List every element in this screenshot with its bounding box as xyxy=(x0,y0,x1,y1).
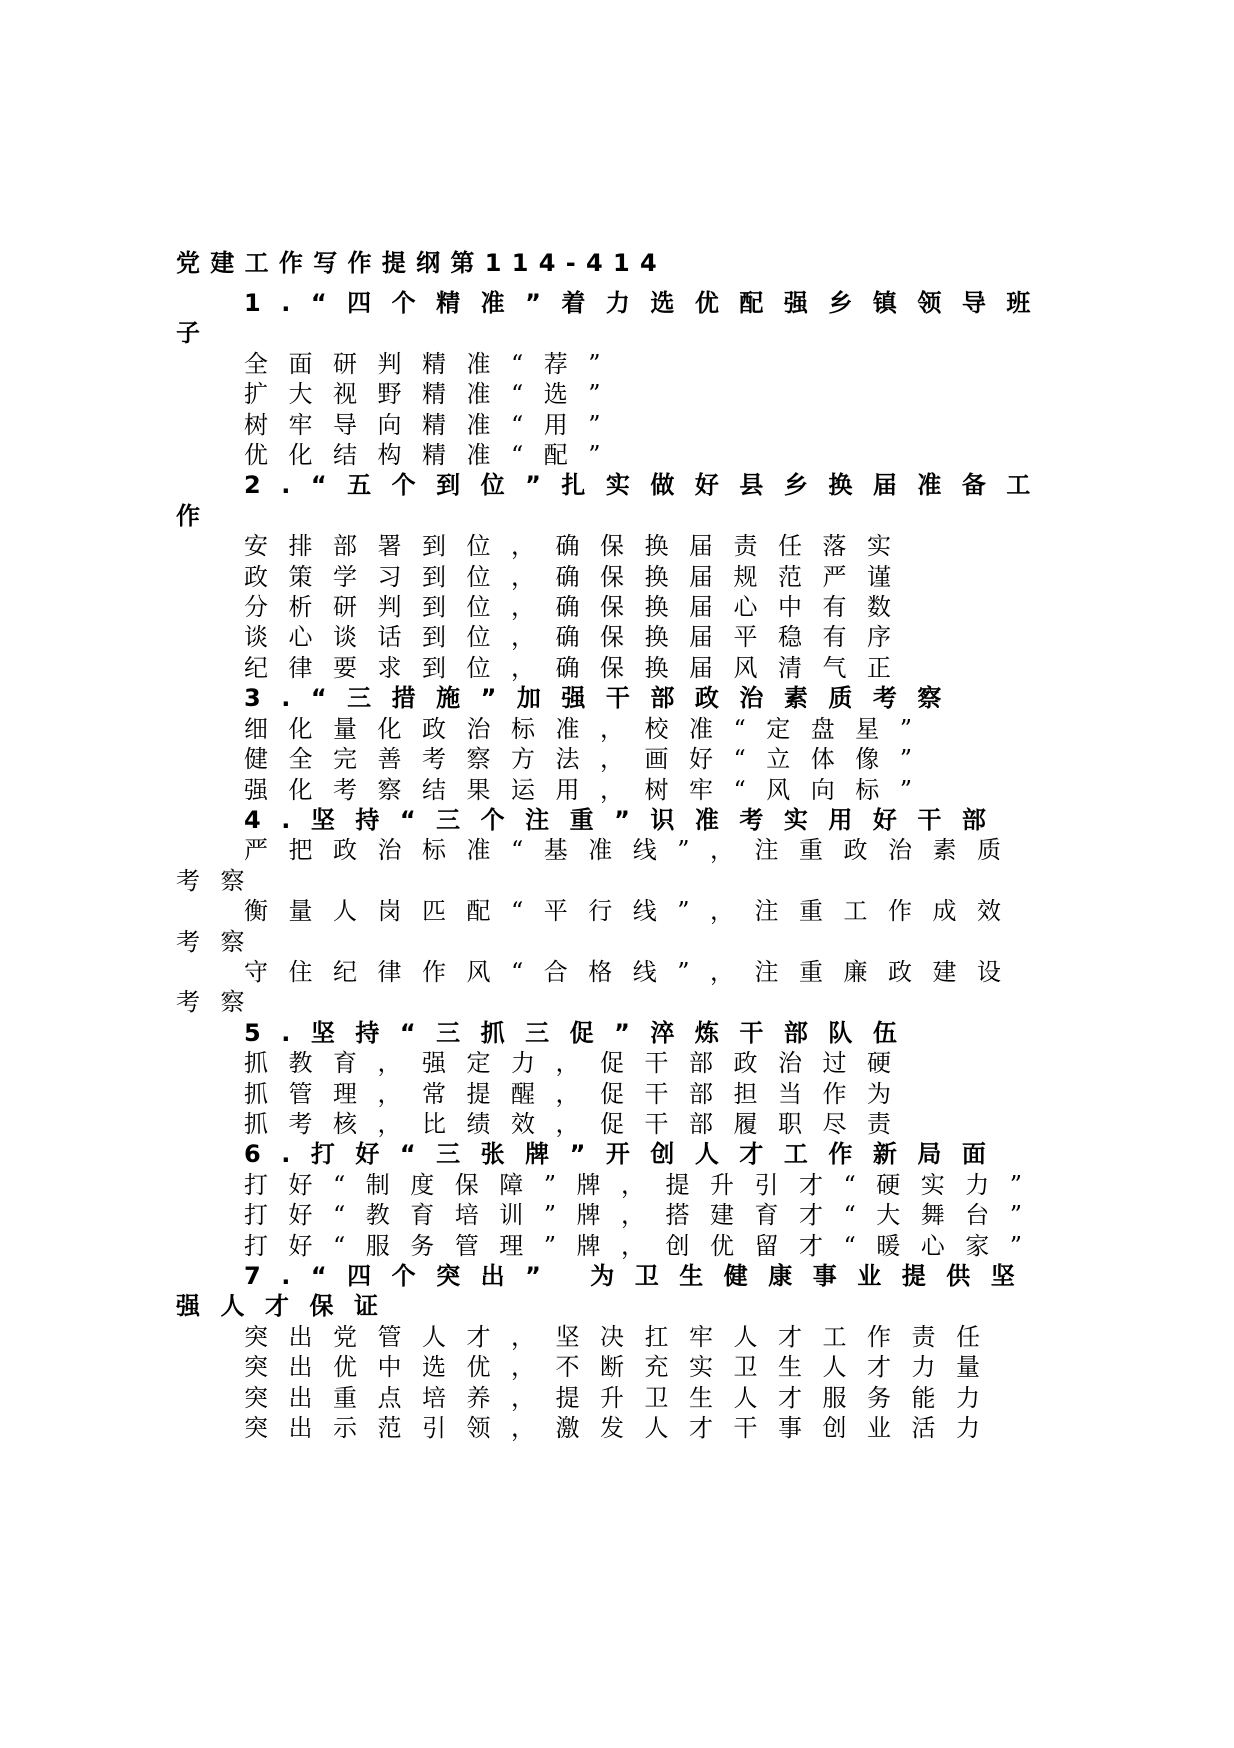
section-heading: 2.“五个到位”扎实做好县乡换届准备工作 xyxy=(176,471,1051,530)
outline-item: 打好“教育培训”牌，搭建育才“大舞台” xyxy=(244,1201,1043,1230)
outline-item: 全面研判精准“荐” xyxy=(244,349,622,378)
section-heading: 1.“四个精准”着力选优配强乡镇领导班子 xyxy=(176,289,1051,348)
outline-item: 突出示范引领，激发人才干事创业活力 xyxy=(244,1414,1001,1443)
outline-section xyxy=(176,1261,1056,1443)
outline-item: 细化量化政治标准，校准“定盘星” xyxy=(244,714,933,743)
outline-section xyxy=(176,805,1056,1018)
outline-section xyxy=(176,1018,1056,1140)
outline-item: 抓考核，比绩效，促干部履职尽责 xyxy=(244,1109,912,1138)
outline-item: 抓管理，常提醒，促干部担当作为 xyxy=(244,1079,912,1108)
outline-item: 突出重点培养，提升卫生人才服务能力 xyxy=(244,1383,1001,1412)
section-heading: 5.坚持“三抓三促”淬炼干部队伍 xyxy=(244,1018,918,1047)
outline-item: 守住纪律作风“合格线”，注重廉政建设考察 xyxy=(176,957,1022,1017)
document-title: 党建工作写作提纲第114-414 xyxy=(176,249,667,277)
outline-section xyxy=(176,683,1056,805)
section-heading: 7.“四个突出” 为卫生健康事业提供坚强人才保证 xyxy=(176,1262,1036,1321)
outline-item: 突出党管人才，坚决扛牢人才工作责任 xyxy=(244,1322,1001,1351)
section-heading: 4.坚持“三个注重”识准考实用好干部 xyxy=(244,805,1007,834)
outline-item: 衡量人岗匹配“平行线”，注重工作成效考察 xyxy=(176,897,1022,956)
outline-item: 纪律要求到位，确保换届风清气正 xyxy=(244,653,912,682)
outline-item: 分析研判到位，确保换届心中有数 xyxy=(244,593,912,622)
outline-item: 强化考察结果运用，树牢“风向标” xyxy=(244,775,933,804)
outline-item: 安排部署到位，确保换届责任落实 xyxy=(244,532,912,561)
outline-item: 谈心谈话到位，确保换届平稳有序 xyxy=(244,623,912,652)
outline-section xyxy=(176,1139,1056,1261)
outline-item: 严把政治标准“基准线”，注重政治素质考察 xyxy=(176,836,1022,895)
outline-item: 打好“制度保障”牌，提升引才“硬实力” xyxy=(244,1170,1043,1199)
outline-item: 优化结构精准“配” xyxy=(244,441,622,470)
outline-item: 健全完善考察方法，画好“立体像” xyxy=(244,745,933,774)
document-page xyxy=(176,246,1056,1443)
outline-item: 扩大视野精准“选” xyxy=(244,380,622,409)
outline-item: 突出优中选优，不断充实卫生人才力量 xyxy=(244,1353,1001,1382)
outline-item: 抓教育，强定力，促干部政治过硬 xyxy=(244,1049,912,1078)
section-heading: 3.“三措施”加强干部政治素质考察 xyxy=(244,684,962,713)
outline-section xyxy=(176,470,1056,683)
outline-item: 打好“服务管理”牌，创优留才“暖心家” xyxy=(244,1231,1043,1260)
document-body xyxy=(176,288,1056,1443)
section-heading: 6.打好“三张牌”开创人才工作新局面 xyxy=(244,1140,1007,1169)
outline-item: 政策学习到位，确保换届规范严谨 xyxy=(244,562,912,591)
outline-item: 树牢导向精准“用” xyxy=(244,410,622,439)
outline-section xyxy=(176,288,1056,470)
